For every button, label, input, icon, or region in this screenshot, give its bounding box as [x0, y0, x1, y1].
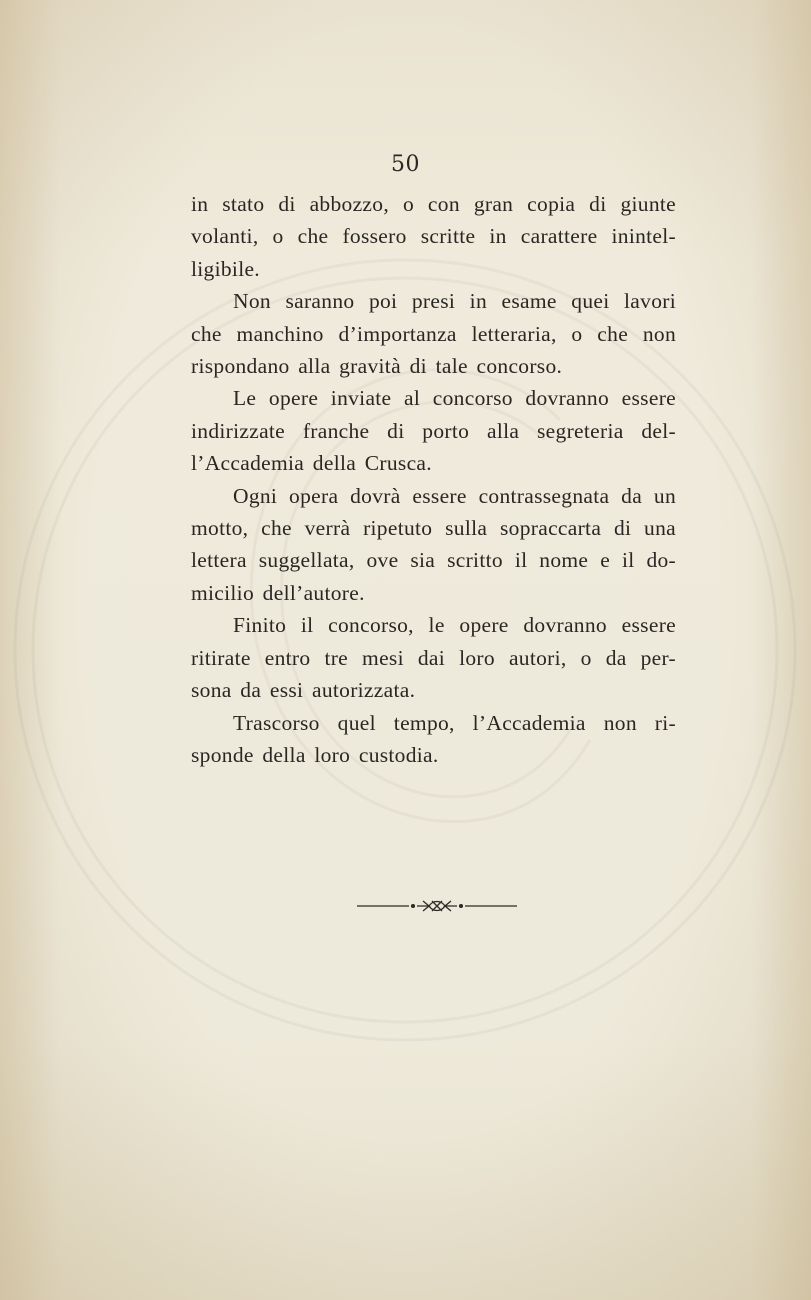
- text-line: Le opere inviate al concorso dovranno essere: [233, 386, 676, 411]
- text-line: Trascorso quel tempo, l’Accademia non ri-: [233, 710, 676, 735]
- text-line: Non saranno poi presi in esame quei lavori: [233, 289, 676, 314]
- text-line: Ogni opera dovrà essere contrassegnata da un: [233, 483, 676, 508]
- text-line: micilio dell’autore.: [191, 580, 365, 605]
- paragraph: [191, 707, 676, 772]
- text-line: rispondano alla gravità di tale concorso.: [191, 354, 563, 379]
- text-line: che manchino d’importanza letteraria, o che non: [191, 321, 676, 346]
- paragraph: [191, 382, 676, 479]
- paragraph: [191, 480, 676, 610]
- text-line: l’Accademia della Crusca.: [191, 451, 432, 476]
- text-line: lettera suggellata, ove sia scritto il nome e il do-: [191, 548, 676, 573]
- paragraph: [191, 285, 676, 382]
- text-line: in stato di abbozzo, o con gran copia di giunte: [191, 192, 676, 216]
- body-text: [191, 188, 676, 771]
- text-line: volanti, o che fossero scritte in carattere inintel-: [191, 224, 676, 249]
- text-line: ligibile.: [191, 256, 260, 281]
- text-line: sona da essi autorizzata.: [191, 678, 416, 703]
- text-line: ritirate entro tre mesi dai loro autori, o da per-: [191, 645, 676, 670]
- text-line: motto, che verrà ripetuto sulla sopraccarta di una: [191, 516, 676, 541]
- tailpiece-ornament-icon: [357, 896, 517, 916]
- paragraph: [191, 609, 676, 706]
- page-number: 50: [391, 152, 420, 177]
- text-line: Finito il concorso, le opere dovranno essere: [233, 613, 676, 638]
- paragraph: [191, 188, 676, 285]
- text-line: indirizzate franche di porto alla segreteria del-: [191, 418, 676, 443]
- text-line: sponde della loro custodia.: [191, 742, 439, 767]
